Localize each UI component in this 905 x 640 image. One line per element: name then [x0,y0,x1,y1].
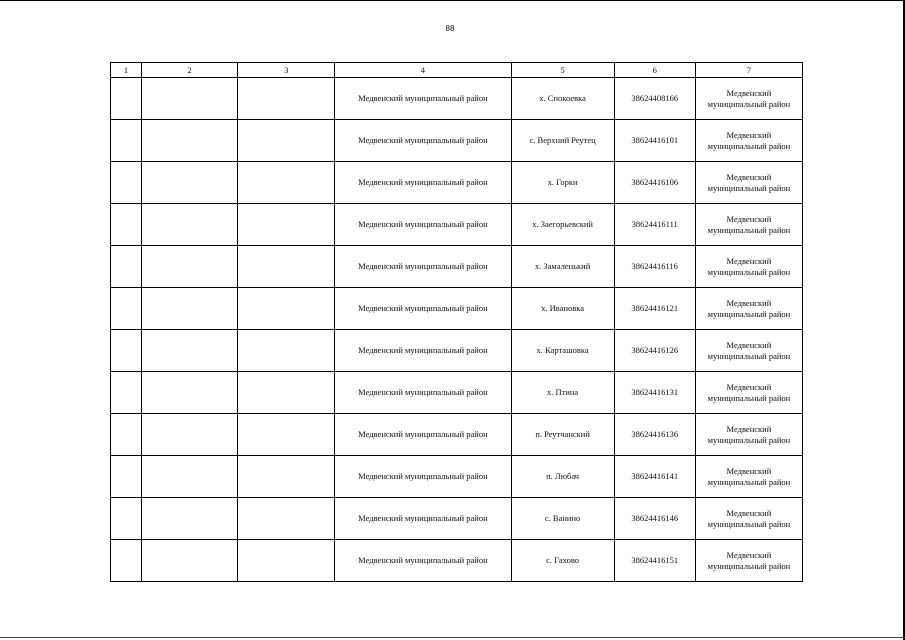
column-3-cell [238,540,335,582]
settlement-cell: х. Птина [511,372,614,414]
district-cell: Медвенский муниципальный район [335,414,511,456]
oktmo-code-cell: 38624416111 [614,204,695,246]
column-header: 5 [511,63,614,78]
column-3-cell [238,246,335,288]
municipality-cell: Медвенский муниципальный район [695,330,802,372]
column-2-cell [142,204,238,246]
column-2-cell [142,456,238,498]
municipality-cell: Медвенский муниципальный район [695,372,802,414]
settlement-cell: х. Ивановка [511,288,614,330]
row-number-cell [111,204,142,246]
column-2-cell [142,78,238,120]
row-number-cell [111,456,142,498]
column-header: 3 [238,63,335,78]
column-header: 7 [695,63,802,78]
district-cell: Медвенский муниципальный район [335,288,511,330]
oktmo-code-cell: 38624416141 [614,456,695,498]
municipality-cell: Медвенский муниципальный район [695,288,802,330]
settlement-cell: п. Реутчанский [511,414,614,456]
table-row [111,246,803,288]
municipality-cell: Медвенский муниципальный район [695,120,802,162]
table-row [111,120,803,162]
row-number-cell [111,246,142,288]
table-row [111,414,803,456]
page-border-top [0,0,905,1]
district-cell: Медвенский муниципальный район [335,246,511,288]
municipality-cell: Медвенский муниципальный район [695,456,802,498]
settlements-table [110,62,803,582]
municipality-cell: Медвенский муниципальный район [695,246,802,288]
row-number-cell [111,540,142,582]
oktmo-code-cell: 38624408166 [614,78,695,120]
table-row [111,204,803,246]
district-cell: Медвенский муниципальный район [335,330,511,372]
table-row [111,330,803,372]
settlement-cell: с. Ванино [511,498,614,540]
column-3-cell [238,498,335,540]
column-3-cell [238,288,335,330]
oktmo-code-cell: 38624416136 [614,414,695,456]
oktmo-code-cell: 38624416101 [614,120,695,162]
oktmo-code-cell: 38624416146 [614,498,695,540]
district-cell: Медвенский муниципальный район [335,456,511,498]
column-3-cell [238,204,335,246]
table-row [111,456,803,498]
row-number-cell [111,498,142,540]
settlement-cell: п. Любач [511,456,614,498]
district-cell: Медвенский муниципальный район [335,162,511,204]
table-row [111,372,803,414]
header-row [111,63,803,78]
district-cell: Медвенский муниципальный район [335,498,511,540]
table-row [111,540,803,582]
row-number-cell [111,78,142,120]
oktmo-code-cell: 38624416151 [614,540,695,582]
column-3-cell [238,414,335,456]
settlement-cell: х. Спокоевка [511,78,614,120]
column-3-cell [238,330,335,372]
municipality-cell: Медвенский муниципальный район [695,162,802,204]
municipality-cell: Медвенский муниципальный район [695,204,802,246]
row-number-cell [111,288,142,330]
table-body [111,78,803,582]
column-2-cell [142,498,238,540]
municipality-cell: Медвенский муниципальный район [695,498,802,540]
row-number-cell [111,372,142,414]
oktmo-code-cell: 38624416131 [614,372,695,414]
oktmo-code-cell: 38624416126 [614,330,695,372]
oktmo-code-cell: 38624416121 [614,288,695,330]
column-3-cell [238,78,335,120]
table-row [111,162,803,204]
settlement-cell: х. Замаленький [511,246,614,288]
column-header: 1 [111,63,142,78]
district-cell: Медвенский муниципальный район [335,204,511,246]
district-cell: Медвенский муниципальный район [335,120,511,162]
column-2-cell [142,372,238,414]
column-3-cell [238,372,335,414]
column-3-cell [238,456,335,498]
column-2-cell [142,246,238,288]
column-2-cell [142,162,238,204]
district-cell: Медвенский муниципальный район [335,540,511,582]
column-3-cell [238,162,335,204]
column-header: 4 [335,63,511,78]
settlement-cell: с. Верхний Реутец [511,120,614,162]
table-row [111,288,803,330]
oktmo-code-cell: 38624416116 [614,246,695,288]
column-2-cell [142,288,238,330]
row-number-cell [111,120,142,162]
settlement-cell: х. Заегорьевский [511,204,614,246]
municipality-cell: Медвенский муниципальный район [695,540,802,582]
column-header: 2 [142,63,238,78]
settlement-cell: с. Гахово [511,540,614,582]
table-row [111,498,803,540]
settlement-cell: х. Горки [511,162,614,204]
row-number-cell [111,330,142,372]
column-2-cell [142,414,238,456]
row-number-cell [111,414,142,456]
district-cell: Медвенский муниципальный район [335,372,511,414]
row-number-cell [111,162,142,204]
column-2-cell [142,330,238,372]
page-border-bottom [0,637,905,638]
municipality-cell: Медвенский муниципальный район [695,78,802,120]
page-number: 88 [445,24,455,33]
settlement-cell: х. Карташовка [511,330,614,372]
municipality-cell: Медвенский муниципальный район [695,414,802,456]
column-3-cell [238,120,335,162]
oktmo-code-cell: 38624416106 [614,162,695,204]
district-cell: Медвенский муниципальный район [335,78,511,120]
column-2-cell [142,120,238,162]
table-row [111,78,803,120]
column-2-cell [142,540,238,582]
column-header: 6 [614,63,695,78]
